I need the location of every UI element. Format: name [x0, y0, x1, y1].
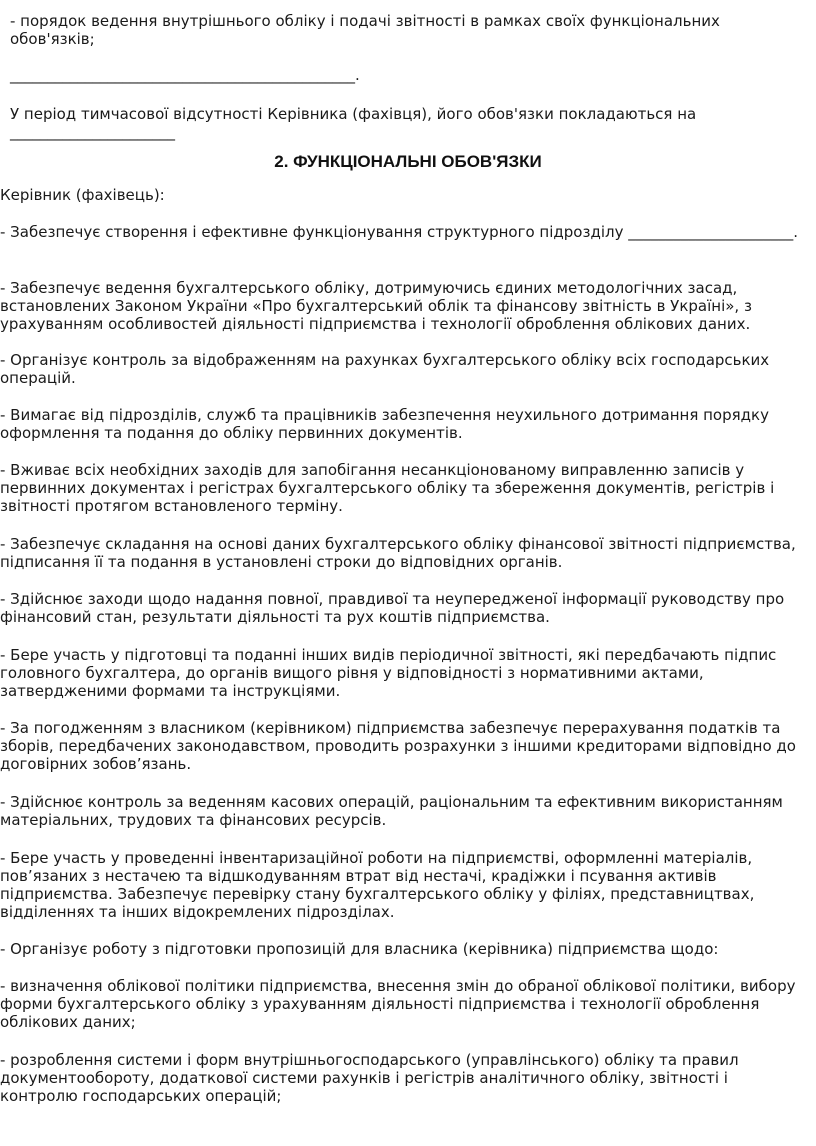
duty-item-14: - розроблення системи і форм внутрішньогосподарського (управлінського) обліку та правил документообороту, додаткової системи рахунків і регістрів аналітичного обліку, звітності і контролю господарських операцій;: [0, 1051, 739, 1105]
intro-absence-delegation: У період тимчасової відсутності Керівника (фахівця), його обов'язки покладаються на ______________________: [10, 105, 697, 141]
duty-item-4: - Вимагає від підрозділів, служб та працівників забезпечення неухильного дотримання порядку оформлення та подання до обліку первинних документів.: [0, 406, 769, 442]
duty-item-1: - Забезпечує створення і ефективне функціонування структурного підрозділу ______________________.: [0, 223, 798, 241]
duty-item-7: - Здійснює заходи щодо надання повної, правдивої та неупередженої інформації руководству про фінансовий стан, результати діяльності та рух коштів підприємства.: [0, 590, 785, 626]
duty-item-5: - Вживає всіх необхідних заходів для запобігання несанкціонованому виправленню записів у первинних документах і регістрах бухгалтерського обліку та збереження документів, регістрів і звітності протягом встановленого терміну.: [0, 461, 775, 515]
duty-item-12: - Організує роботу з підготовки пропозицій для власника (керівника) підприємства щодо:: [0, 940, 719, 958]
duty-item-8: - Бере участь у підготовці та поданні інших видів періодичної звітності, які передбачають підпис головного бухгалтера, до органів вищого рівня у відповідності з нормативними актами, затвердженими формами та інструкціями.: [0, 646, 777, 700]
duty-item-9: - За погодженням з власником (керівником) підприємства забезпечує перерахування податків та зборів, передбачених законодавством, проводить розрахунки з іншими кредиторами відповідно до договірних зобов’язань.: [0, 719, 796, 773]
intro-line-internal-accounting: - порядок ведення внутрішнього обліку і подачі звітності в рамках своїх функціональних обов'язків;: [10, 12, 720, 48]
duty-item-11: - Бере участь у проведенні інвентаризаційної роботи на підприємстві, оформленні матеріалів, пов’язаних з нестачею та відшкодуванням втрат від нестачі, крадіжки і псування активів підприємства. Забезпечує перевірку стану бухгалтерського обліку у філіях, представництвах, відділеннях та інших відокремлених підрозділах.: [0, 849, 755, 921]
intro-blank-line: ______________________________________________.: [10, 66, 360, 84]
duty-item-10: - Здійснює контроль за веденням касових операцій, раціональним та ефективним використанням матеріальних, трудових та фінансових ресурсів.: [0, 793, 783, 829]
section-subject: Керівник (фахівець):: [0, 186, 165, 204]
duty-item-13: - визначення облікової політики підприємства, внесення змін до обраної облікової політики, вибору форми бухгалтерського обліку з урахуванням діяльності підприємства і технології оброблення облікових даних;: [0, 977, 796, 1031]
duty-item-3: - Організує контроль за відображенням на рахунках бухгалтерського обліку всіх господарських операцій.: [0, 351, 770, 387]
duty-item-6: - Забезпечує складання на основі даних бухгалтерського обліку фінансової звітності підприємства, підписання її та подання в установлені строки до відповідних органів.: [0, 535, 796, 571]
section-title: 2. ФУНКЦІОНАЛЬНІ ОБОВ'ЯЗКИ: [274, 152, 542, 171]
duty-item-2: - Забезпечує ведення бухгалтерського обліку, дотримуючись єдиних методологічних засад, встановлених Законом України «Про бухгалтерський облік та фінансову звітність в Україні», з урахуванням особливостей діяльності підприємства і технології оброблення облікових даних.: [0, 279, 752, 333]
